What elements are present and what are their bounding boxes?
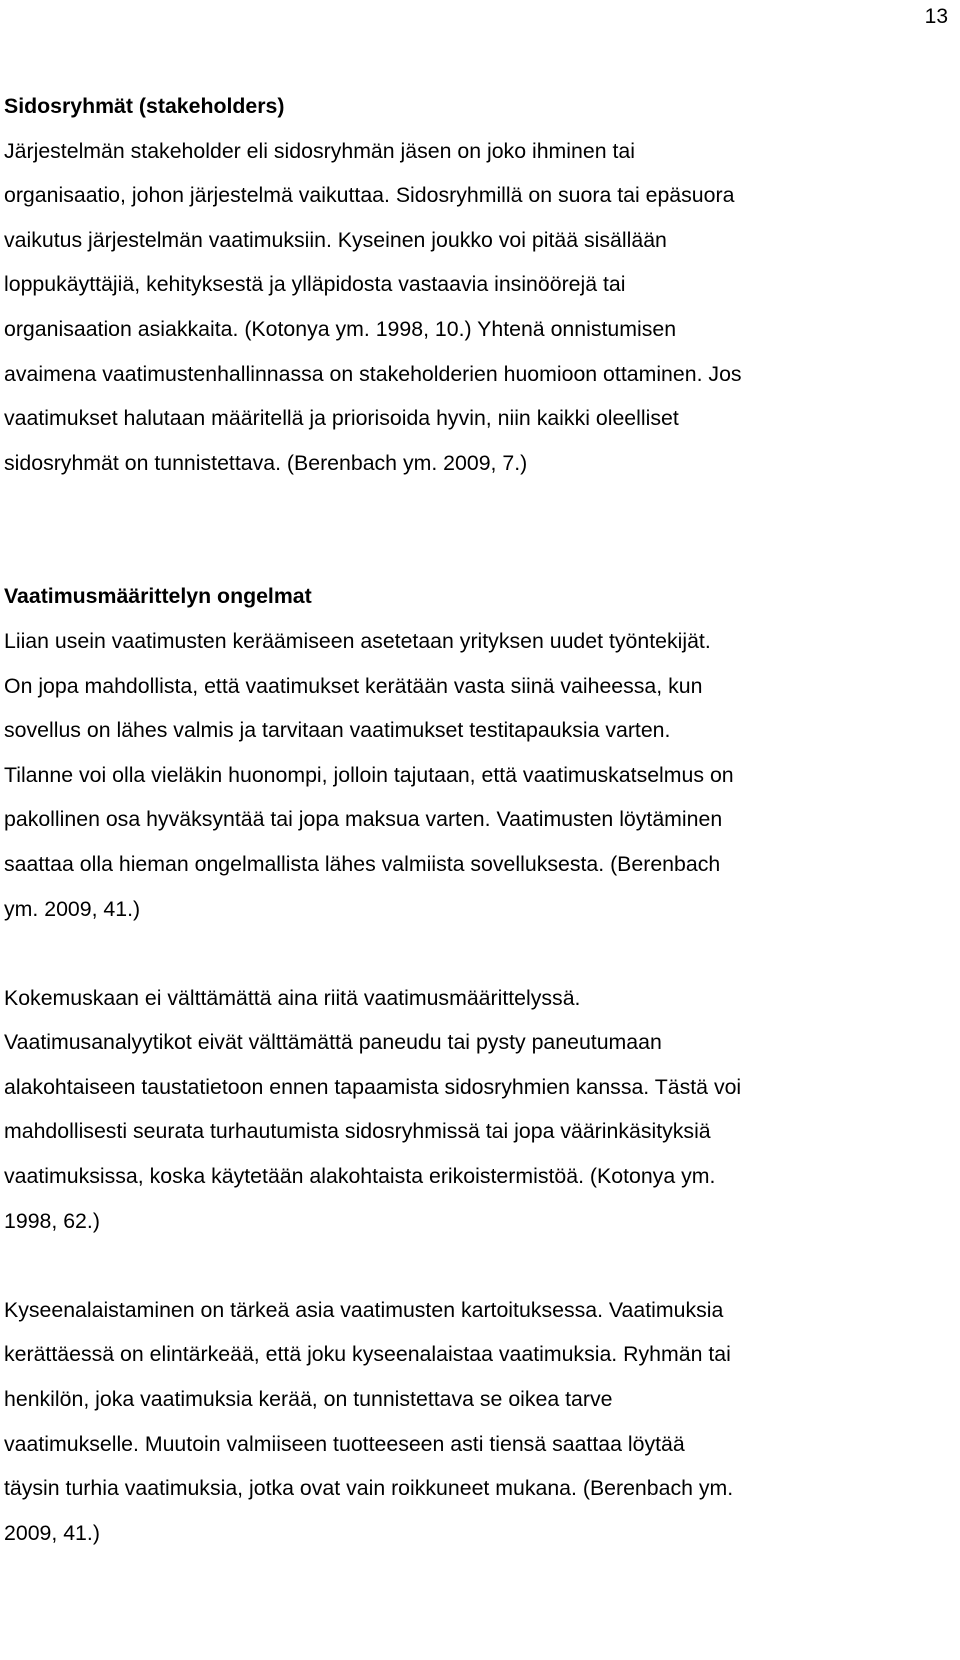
section-heading: Sidosryhmät (stakeholders) <box>4 94 285 118</box>
paragraph <box>4 1288 957 1556</box>
text-line: vaikutus järjestelmän vaatimuksiin. Kyseinen joukko voi pitää sisällään <box>4 227 667 252</box>
paragraph <box>4 619 957 931</box>
text-line: sovellus on lähes valmis ja tarvitaan vaatimukset testitapauksia varten. <box>4 718 671 743</box>
text-line: sidosryhmät on tunnistettava. (Berenbach ym. 2009, 7.) <box>4 450 528 475</box>
text-line: avaimena vaatimustenhallinnassa on stakeholderien huomioon ottaminen. Jos <box>4 361 742 386</box>
text-line: vaatimuksissa, koska käytetään alakohtaista erikoistermistöä. (Kotonya ym. <box>4 1164 716 1189</box>
text-line: 2009, 41.) <box>4 1520 100 1545</box>
text-line: Tilanne voi olla vieläkin huonompi, jolloin tajutaan, että vaatimuskatselmus on <box>4 762 734 787</box>
text-line: Vaatimusanalyytikot eivät välttämättä paneudu tai pysty paneutumaan <box>4 1030 662 1055</box>
text-line: 1998, 62.) <box>4 1208 100 1233</box>
text-line: henkilön, joka vaatimuksia kerää, on tunnistettava se oikea tarve <box>4 1387 613 1412</box>
section-heading: Vaatimusmäärittelyn ongelmat <box>4 584 312 609</box>
text-line: alakohtaiseen taustatietoon ennen tapaamista sidosryhmien kanssa. Tästä voi <box>4 1074 742 1099</box>
section-spacer <box>4 485 957 574</box>
section-stakeholders <box>4 84 957 485</box>
paragraph-spacer <box>4 1243 957 1288</box>
text-line: mahdollisesti seurata turhautumista sidosryhmissä tai jopa väärinkäsityksiä <box>4 1119 711 1144</box>
text-line: täysin turhia vaatimuksia, jotka ovat vain roikkuneet mukana. (Berenbach ym. <box>4 1476 734 1501</box>
text-line: vaatimukselle. Muutoin valmiiseen tuotteeseen asti tiensä saattaa löytää <box>4 1431 685 1456</box>
text-line: Liian usein vaatimusten keräämiseen asetetaan yrityksen uudet työntekijät. <box>4 628 711 653</box>
text-line: organisaatio, johon järjestelmä vaikuttaa. Sidosryhmillä on suora tai epäsuora <box>4 183 735 208</box>
text-line: Kokemuskaan ei välttämättä aina riitä vaatimusmäärittelyssä. <box>4 985 581 1010</box>
paragraph-spacer <box>4 931 957 976</box>
paragraph <box>4 129 957 486</box>
text-line: Kyseenalaistaminen on tärkeä asia vaatimusten kartoituksessa. Vaatimuksia <box>4 1297 724 1322</box>
document-body <box>4 84 957 1555</box>
page-number: 13 <box>924 5 948 28</box>
text-line: vaatimukset halutaan määritellä ja priorisoida hyvin, niin kaikki oleelliset <box>4 406 679 431</box>
text-line: pakollinen osa hyväksyntää tai jopa maksua varten. Vaatimusten löytäminen <box>4 807 723 832</box>
text-line: Järjestelmän stakeholder eli sidosryhmän jäsen on joko ihminen tai <box>4 138 635 163</box>
paragraph <box>4 976 957 1244</box>
text-line: kerättäessä on elintärkeää, että joku kyseenalaistaa vaatimuksia. Ryhmän tai <box>4 1342 731 1367</box>
text-line: saattaa olla hieman ongelmallista lähes valmiista sovelluksesta. (Berenbach <box>4 851 721 876</box>
text-line: organisaation asiakkaita. (Kotonya ym. 1998, 10.) Yhtenä onnistumisen <box>4 316 677 341</box>
section-requirements-problems <box>4 574 957 1555</box>
text-line: loppukäyttäjiä, kehityksestä ja ylläpidosta vastaavia insinöörejä tai <box>4 272 626 297</box>
text-line: ym. 2009, 41.) <box>4 896 141 921</box>
text-line: On jopa mahdollista, että vaatimukset kerätään vasta siinä vaiheessa, kun <box>4 673 703 698</box>
